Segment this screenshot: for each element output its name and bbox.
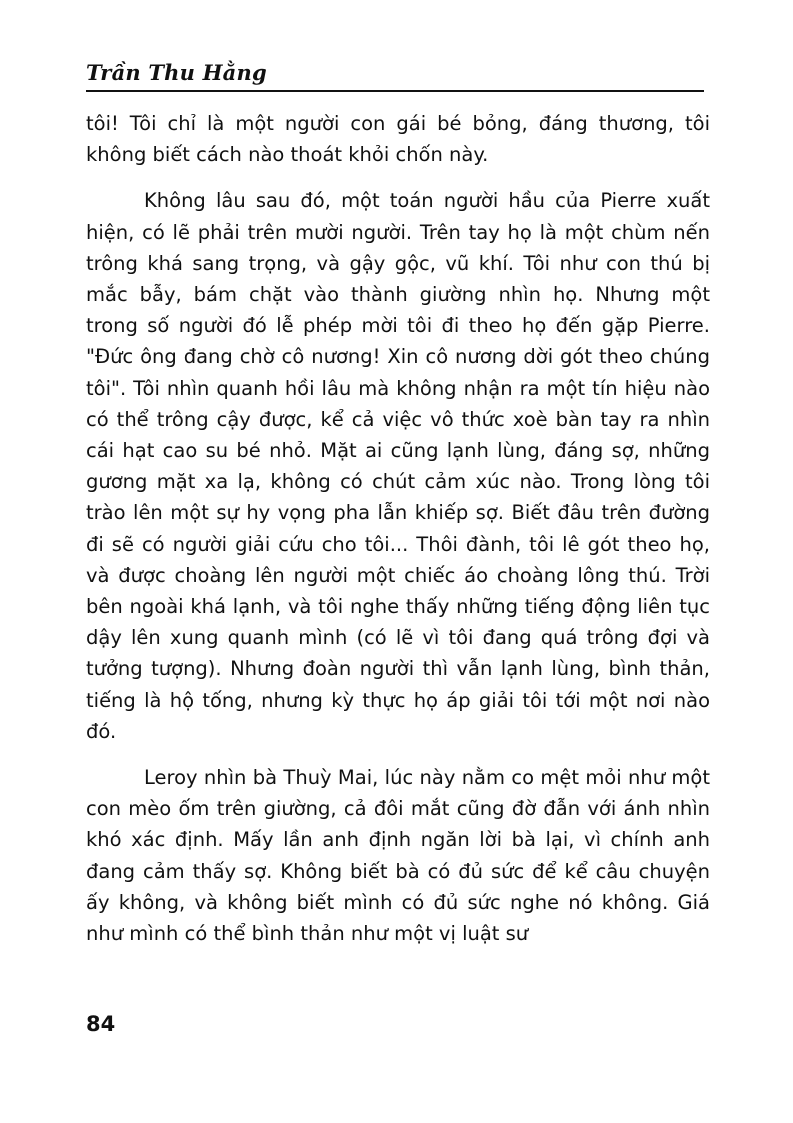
paragraph: Không lâu sau đó, một toán người hầu của Pierre xuất hiện, có lẽ phải trên mười người. Trên tay họ là một chùm nến trông khá sang trọng, và gậy gộc, vũ khí. Tôi như con thú bị mắc bẫy, bám chặt vào thành giường nhìn họ. Nhưng một trong số người đó lễ phép mời tôi đi theo họ đến gặp Pierre. "Đức ông đang chờ cô nương! Xin cô nương dời gót theo chúng tôi". Tôi nhìn quanh hồi lâu mà không nhận ra một tín hiệu nào có thể trông cậy được, kể cả việc vô thức xoè bàn tay ra nhìn cái hạt cao su bé nhỏ. Mặt ai cũng lạnh lùng, đáng sợ, những gương mặt xa lạ, không có chút cảm xúc nào. Trong lòng tôi trào lên một sự hy vọng pha lẫn khiếp sợ. Biết đâu trên đường đi sẽ có người giải cứu cho tôi... Thôi đành, tôi lê gót theo họ, và được choàng lên người một chiếc áo choàng lông thú. Trời bên ngoài khá lạnh, và tôi nghe thấy những tiếng động liên tục dậy lên xung quanh mình (có lẽ vì tôi đang quá trông đợi và tưởng tượng). Nhưng đoàn người thì vẫn lạnh lùng, bình thản, tiếng là hộ tống, nhưng kỳ thực họ áp giải tôi tới một nơi nào đó.: [86, 189, 710, 743]
page-number: 84: [86, 1012, 116, 1036]
page-body: [86, 108, 710, 949]
header-author-name: Trần Thu Hằng: [86, 60, 267, 85]
paragraph: Leroy nhìn bà Thuỳ Mai, lúc này nằm co mệt mỏi như một con mèo ốm trên giường, cả đôi mắt cũng đờ đẫn với ánh nhìn khó xác định. Mấy lần anh định ngăn lời bà lại, vì chính anh đang cảm thấy sợ. Không biết bà có đủ sức để kể câu chuyện ấy không, và không biết mình có đủ sức nghe nó không. Giá như mình có thể bình thản như một vị luật sư: [86, 766, 710, 946]
header-rule: [86, 90, 704, 92]
running-header: [86, 60, 704, 92]
paragraph-continuation: tôi! Tôi chỉ là một người con gái bé bỏng, đáng thương, tôi không biết cách nào thoát khỏi chốn này.: [86, 112, 710, 167]
